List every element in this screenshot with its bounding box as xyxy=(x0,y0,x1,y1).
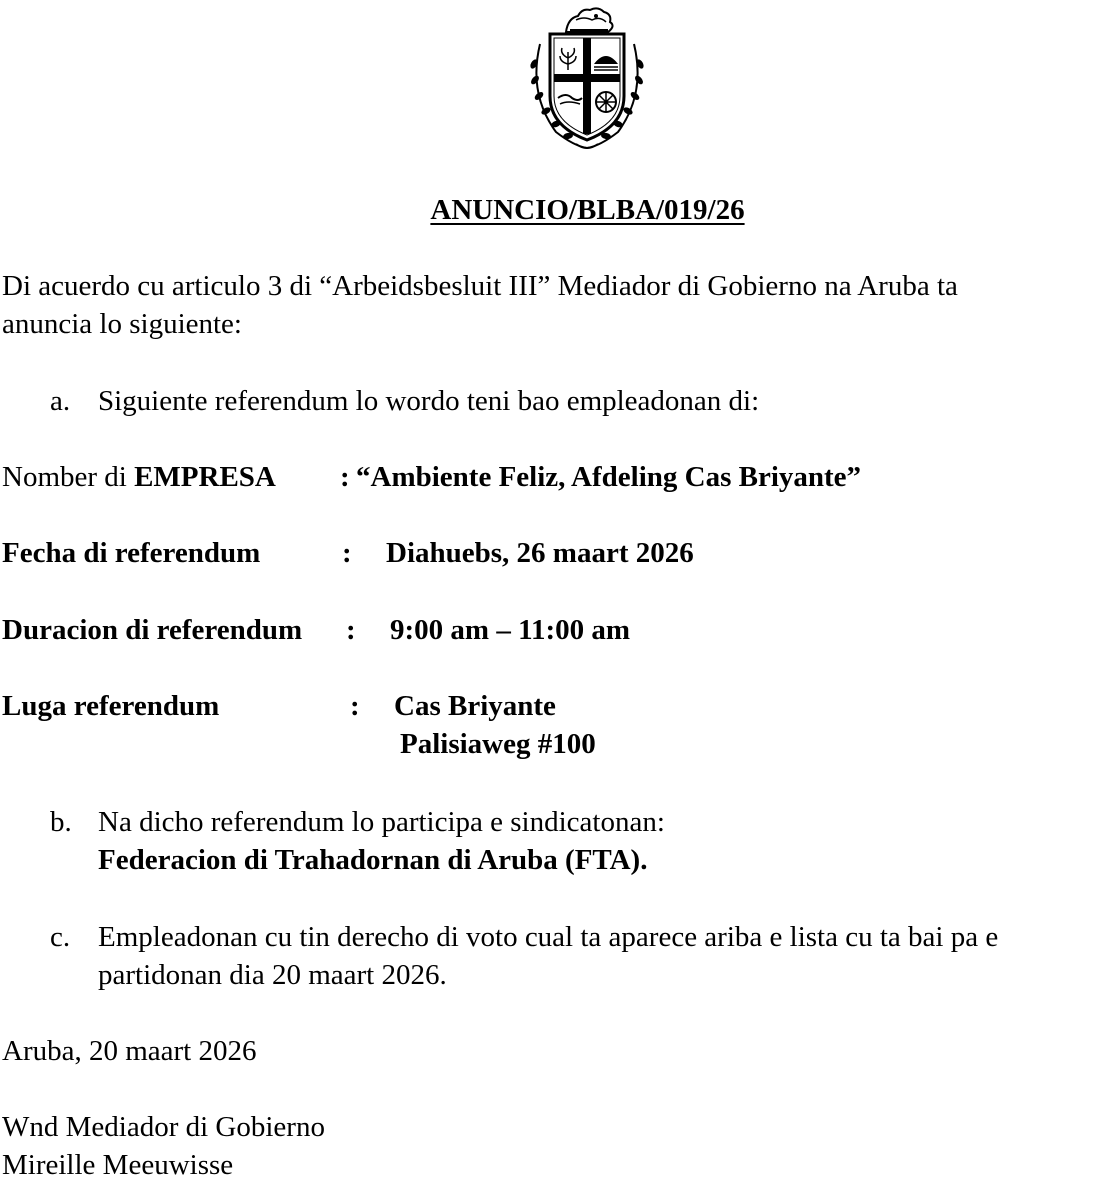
fecha-label: Fecha di referendum xyxy=(2,537,261,569)
item-c-marker: c. xyxy=(50,921,71,953)
duracion-colon: : xyxy=(346,614,356,646)
item-c-line-1: Empleadonan cu tin derecho di voto cual ta aparece ariba e lista cu ta bai pa e xyxy=(98,921,999,953)
place-date: Aruba, 20 maart 2026 xyxy=(2,1035,257,1067)
intro-line-1: Di acuerdo cu articulo 3 di “Arbeidsbesluit III” Mediador di Gobierno na Aruba ta xyxy=(2,270,958,302)
item-a-marker: a. xyxy=(50,385,71,417)
fecha-colon: : xyxy=(342,537,352,569)
luga-value-line-2: Palisiaweg #100 xyxy=(400,728,596,760)
empresa-label-bold: EMPRESA xyxy=(134,461,276,493)
empresa-label-prefix: Nomber di xyxy=(2,461,135,493)
luga-colon: : xyxy=(350,690,360,722)
item-b-union: Federacion di Trahadornan di Aruba (FTA). xyxy=(98,844,648,876)
duracion-value: 9:00 am – 11:00 am xyxy=(390,614,631,646)
aruba-coat-of-arms-icon xyxy=(526,4,648,154)
announcement-title: ANUNCIO/BLBA/019/26 xyxy=(430,194,745,226)
item-b-marker: b. xyxy=(50,806,72,838)
empresa-colon: : xyxy=(340,461,350,493)
item-a-text: Siguiente referendum lo wordo teni bao empleadonan di: xyxy=(98,385,760,417)
duracion-label: Duracion di referendum xyxy=(2,614,303,646)
luga-value-line-1: Cas Briyante xyxy=(394,690,556,722)
signer-title: Wnd Mediador di Gobierno xyxy=(2,1111,325,1143)
item-c-line-2: partidonan dia 20 maart 2026. xyxy=(98,959,447,991)
empresa-value: “Ambiente Feliz, Afdeling Cas Briyante” xyxy=(356,461,862,493)
item-b-text: Na dicho referendum lo participa e sindicatonan: xyxy=(98,806,665,838)
intro-line-2: anuncia lo siguiente: xyxy=(2,308,242,340)
empresa-label xyxy=(2,463,276,492)
luga-label: Luga referendum xyxy=(2,690,220,722)
signer-name: Mireille Meeuwisse xyxy=(2,1149,234,1181)
fecha-value: Diahuebs, 26 maart 2026 xyxy=(386,537,694,569)
